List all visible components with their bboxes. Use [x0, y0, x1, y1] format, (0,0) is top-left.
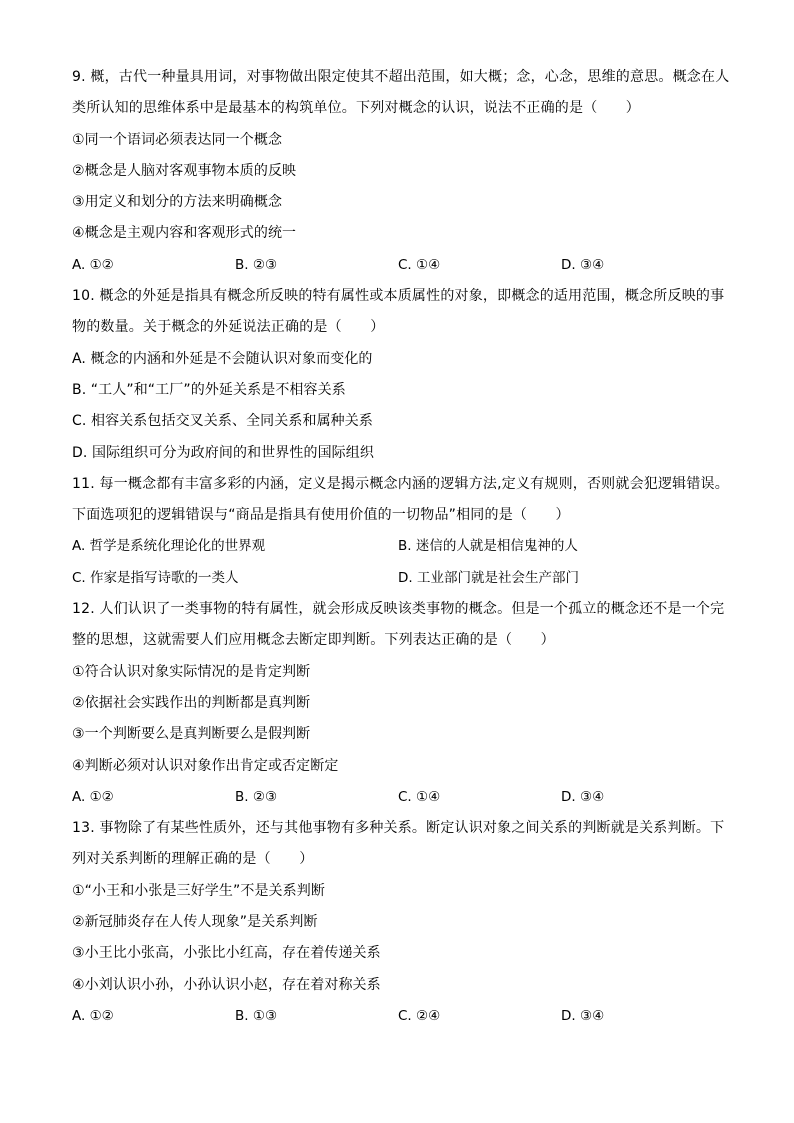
- options-row: [72, 250, 724, 281]
- option-c[interactable]: C. 相容关系包括交叉关系、全同关系和属种关系: [72, 413, 373, 430]
- option-a[interactable]: A. ①②: [72, 788, 114, 805]
- statement: ④判断必须对认识对象作出肯定或否定断定: [72, 757, 339, 774]
- question-stem: 整的思想，这就需要人们应用概念去断定即判断。下列表达正确的是（ ）: [72, 632, 555, 649]
- statement: ④概念是主观内容和客观形式的统一: [72, 225, 297, 242]
- option-d[interactable]: D. ③④: [561, 1007, 605, 1024]
- statement: ②新冠肺炎存在人传人现象”是关系判断: [72, 914, 318, 931]
- question-11: [72, 469, 729, 594]
- option-b[interactable]: B. ②③: [235, 256, 278, 273]
- option-b[interactable]: B. “工人”和“工厂”的外延关系是不相容关系: [72, 381, 346, 398]
- statement: ①符合认识对象实际情况的是肯定判断: [72, 663, 311, 680]
- statement: ④小刘认识小孙，小孙认识小赵，存在着对称关系: [72, 976, 381, 993]
- question-stem: 12. 人们认识了一类事物的特有属性，就会形成反映该类事物的概念。但是一个孤立的概念还不是一个完: [72, 601, 725, 618]
- question-stem: 下面选项犯的逻辑错误与“商品是指具有使用价值的一切物品”相同的是（ ）: [72, 507, 570, 524]
- statement: ③用定义和划分的方法来明确概念: [72, 194, 283, 211]
- statement: ②依据社会实践作出的判断都是真判断: [72, 694, 311, 711]
- question-12: [72, 594, 724, 813]
- option-a[interactable]: A. 概念的内涵和外延是不会随认识对象而变化的: [72, 350, 373, 367]
- option-a[interactable]: A. 哲学是系统化理论化的世界观: [72, 538, 266, 555]
- statement: ①“小王和小张是三好学生”不是关系判断: [72, 882, 325, 899]
- option-d[interactable]: D. ③④: [561, 256, 605, 273]
- option-a[interactable]: A. ①②: [72, 1007, 114, 1024]
- question-10: [72, 281, 724, 469]
- option-b[interactable]: B. 迷信的人就是相信鬼神的人: [398, 538, 578, 555]
- question-stem: 类所认知的思维体系中是最基本的构筑单位。下列对概念的认识，说法不正确的是（ ）: [72, 100, 640, 117]
- exam-page: [72, 62, 730, 1032]
- question-stem: 10. 概念的外延是指具有概念所反映的特有属性或本质属性的对象，即概念的适用范围，概念所反映的事: [72, 288, 725, 305]
- statement: ③小王比小张高，小张比小红高，存在着传递关系: [72, 945, 381, 962]
- options-row: [72, 782, 724, 813]
- option-b[interactable]: B. ①③: [235, 1007, 278, 1024]
- option-c[interactable]: C. ①④: [398, 788, 441, 805]
- options-row: [72, 563, 724, 594]
- question-stem: 9. 概，古代一种量具用词，对事物做出限定使其不超出范围，如大概；念，心念，思维的意思。概念在人: [72, 69, 730, 85]
- statement: ①同一个语词必须表达同一个概念: [72, 131, 283, 148]
- statement: ③一个判断要么是真判断要么是假判断: [72, 726, 311, 743]
- option-c[interactable]: C. ②④: [398, 1007, 441, 1024]
- option-c[interactable]: C. ①④: [398, 256, 441, 273]
- option-d[interactable]: D. 工业部门就是社会生产部门: [398, 569, 579, 586]
- option-d[interactable]: D. 国际组织可分为政府间的和世界性的国际组织: [72, 444, 374, 461]
- statement: ②概念是人脑对客观事物本质的反映: [72, 162, 297, 179]
- question-13: [72, 813, 724, 1032]
- question-stem: 11. 每一概念都有丰富多彩的内涵，定义是揭示概念内涵的逻辑方法,定义有规则，否则就会犯逻辑错误。: [72, 475, 729, 492]
- option-c[interactable]: C. 作家是指写诗歌的一类人: [72, 569, 239, 586]
- options-row: [72, 1001, 724, 1032]
- question-9: [72, 62, 730, 281]
- options-row: [72, 531, 724, 562]
- option-b[interactable]: B. ②③: [235, 788, 278, 805]
- question-stem: 13. 事物除了有某些性质外，还与其他事物有多种关系。断定认识对象之间关系的判断就是关系判断。下: [72, 820, 725, 837]
- option-d[interactable]: D. ③④: [561, 788, 605, 805]
- question-stem: 列对关系判断的理解正确的是（ ）: [72, 851, 314, 868]
- option-a[interactable]: A. ①②: [72, 256, 114, 273]
- question-stem: 物的数量。关于概念的外延说法正确的是（ ）: [72, 319, 385, 336]
